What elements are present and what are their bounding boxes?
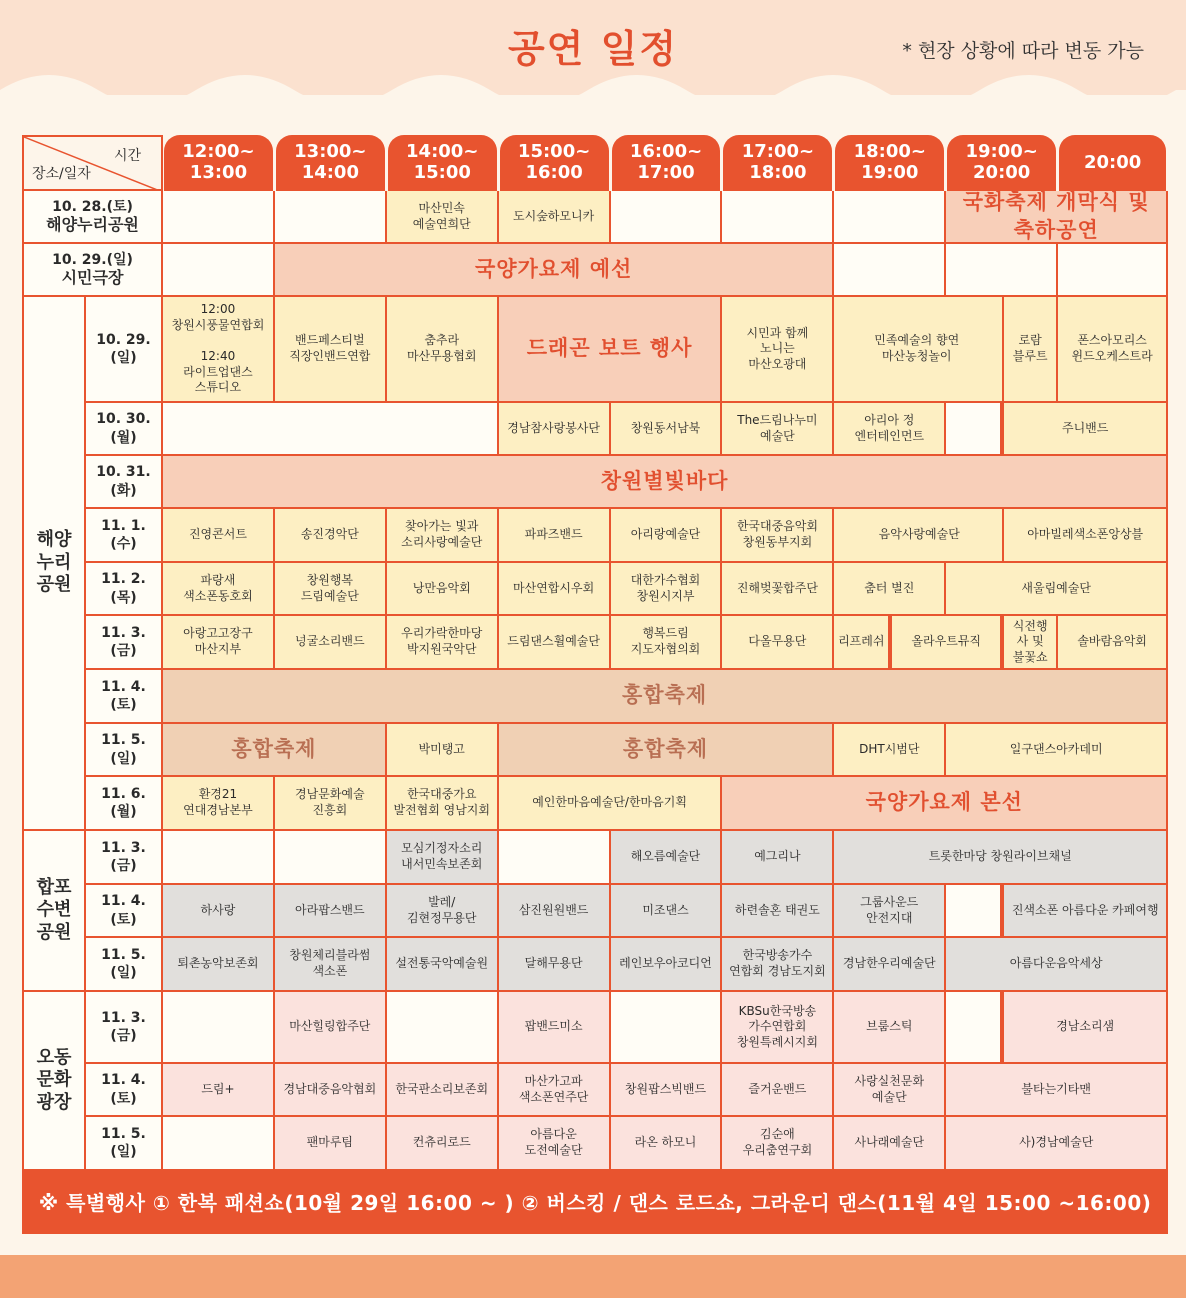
schedule-cell xyxy=(834,244,946,297)
schedule-cell: 경남대중음악협회 xyxy=(275,1064,387,1117)
schedule-cell: 일구댄스아카데미 xyxy=(946,724,1168,777)
date-label: 10. 29.(일) xyxy=(86,297,163,403)
schedule-cell xyxy=(163,831,275,885)
schedule-cell: 마산민속 예술연희단 xyxy=(387,191,499,244)
schedule-cell: 파랑새 색소폰동호회 xyxy=(163,563,275,616)
schedule-cell xyxy=(163,992,275,1064)
venue-label: 오동 문화 광장 xyxy=(22,992,86,1171)
schedule-cell xyxy=(499,831,611,885)
date-label: 11. 3.(금) xyxy=(86,616,163,670)
date-label: 11. 5.(일) xyxy=(86,938,163,992)
date-label: 10. 30.(월) xyxy=(86,403,163,456)
date-label: 11. 3.(금) xyxy=(86,831,163,885)
schedule-cell: 모심기정자소리 내서민속보존회 xyxy=(387,831,499,885)
schedule-cell: 아리아 정 엔터테인먼트 xyxy=(834,403,946,456)
schedule-cell xyxy=(163,1117,275,1171)
venue-name: 해양누리공원 xyxy=(46,215,139,235)
schedule-cell: 팬마루팀 xyxy=(275,1117,387,1171)
schedule-cell: 레인보우아코디언 xyxy=(611,938,723,992)
schedule-cell: 민족예술의 향연 마산농청놀이 xyxy=(834,297,1058,403)
schedule-cell: 송진경악단 xyxy=(275,509,387,563)
schedule-table xyxy=(22,135,1168,1235)
date-label: 11. 4.(토) xyxy=(86,1064,163,1117)
schedule-cell: 진색소폰 아름다운 카페여행 xyxy=(1002,885,1168,938)
event-highlight: 국화축제 개막식 및 축하공연 xyxy=(946,191,1168,244)
schedule-cell: 파파즈밴드 xyxy=(499,509,611,563)
time-slot-header: 15:00~ 16:00 xyxy=(500,135,609,191)
venue-name: 시민극장 xyxy=(61,268,124,288)
schedule-cell: 올라우트뮤직 xyxy=(890,616,1002,670)
date-label: 11. 6.(월) xyxy=(86,777,163,831)
schedule-cell: 경남소리샘 xyxy=(1002,992,1168,1064)
date-label: 10. 31.(화) xyxy=(86,456,163,509)
schedule-cell: 달해무용단 xyxy=(499,938,611,992)
event-highlight: 홍합축제 xyxy=(163,724,387,777)
date-label: 11. 1.(수) xyxy=(86,509,163,563)
page-title: 공연 일정 xyxy=(507,27,679,71)
schedule-cell: 창원행복 드림예술단 xyxy=(275,563,387,616)
schedule-cell: 도시숲하모니카 xyxy=(499,191,611,244)
schedule-cell xyxy=(1058,244,1168,297)
schedule-cell: 사나래예술단 xyxy=(834,1117,946,1171)
schedule-cell xyxy=(834,191,946,244)
schedule-cell: 춤터 별진 xyxy=(834,563,946,616)
schedule-cell: 창원팝스빅밴드 xyxy=(611,1064,723,1117)
schedule-cell: 브룸스틱 xyxy=(834,992,946,1064)
schedule-cell: 한국판소리보존회 xyxy=(387,1064,499,1117)
table-corner-header xyxy=(22,135,163,191)
schedule-cell: 예인한마음예술단/한마음기획 xyxy=(499,777,723,831)
schedule-cell: 박미탱고 xyxy=(387,724,499,777)
schedule-cell: 불타는기타맨 xyxy=(946,1064,1168,1117)
event-highlight: 홍합축제 xyxy=(163,670,1168,724)
schedule-cell: 그룹사운드 안전지대 xyxy=(834,885,946,938)
schedule-cell: 팝밴드미소 xyxy=(499,992,611,1064)
time-slot-header: 19:00~ 20:00 xyxy=(947,135,1056,191)
schedule-cell: 아리랑예술단 xyxy=(611,509,723,563)
schedule-cell xyxy=(163,244,275,297)
time-slot-header: 17:00~ 18:00 xyxy=(723,135,832,191)
schedule-cell: 다올무용단 xyxy=(722,616,834,670)
schedule-cell: 마산힐링합주단 xyxy=(275,992,387,1064)
schedule-cell: 찾아가는 빛과 소리사랑예술단 xyxy=(387,509,499,563)
schedule-cell: 창원동서남북 xyxy=(611,403,723,456)
schedule-cell: 삼진원원밴드 xyxy=(499,885,611,938)
time-slot-header: 12:00~ 13:00 xyxy=(164,135,273,191)
time-slot-header: 13:00~ 14:00 xyxy=(276,135,385,191)
schedule-cell xyxy=(722,191,834,244)
schedule-cell: 진해벚꽃합주단 xyxy=(722,563,834,616)
schedule-cell xyxy=(275,191,387,244)
schedule-cell: 한국대중음악회 창원동부지회 xyxy=(722,509,834,563)
time-slot-header: 16:00~ 17:00 xyxy=(612,135,721,191)
schedule-cell: 설전통국악예술원 xyxy=(387,938,499,992)
schedule-cell xyxy=(946,992,1002,1064)
schedule-cell: 라온 하모니 xyxy=(611,1117,723,1171)
schedule-cell: 주니밴드 xyxy=(1002,403,1168,456)
schedule-cell: 사)경남예술단 xyxy=(946,1117,1168,1171)
venue-date-header xyxy=(22,244,163,297)
venue-label: 합포 수변 공원 xyxy=(22,831,86,992)
schedule-cell: 환경21 연대경남본부 xyxy=(163,777,275,831)
schedule-cell: 예그리나 xyxy=(722,831,834,885)
schedule-cell xyxy=(611,191,723,244)
schedule-cell: 춤추라 마산무용협회 xyxy=(387,297,499,403)
schedule-cell: 김순애 우리춤연구회 xyxy=(722,1117,834,1171)
special-events-banner: ※ 특별행사 ① 한복 패션쇼(10월 29일 16:00 ~ ) ② 버스킹 / 댄스 로드쇼, 그라운디 댄스(11월 4일 15:00 ~16:00) xyxy=(22,1171,1168,1234)
venue-date: 10. 28.(토) xyxy=(52,198,133,215)
date-label: 11. 4.(토) xyxy=(86,885,163,938)
change-notice: * 현장 상황에 따라 변동 가능 xyxy=(902,40,1144,62)
schedule-cell: KBSu한국방송 가수연합회 창원특례시지회 xyxy=(722,992,834,1064)
schedule-cell: 드림댄스휠예술단 xyxy=(499,616,611,670)
schedule-cell: 즐거운밴드 xyxy=(722,1064,834,1117)
event-highlight: 국양가요제 예선 xyxy=(275,244,834,297)
time-slot-header: 20:00 xyxy=(1059,135,1166,191)
schedule-cell xyxy=(163,403,499,456)
schedule-cell: 사랑실천문화 예술단 xyxy=(834,1064,946,1117)
schedule-cell: 창원체리블라썸 색소폰 xyxy=(275,938,387,992)
schedule-cell: 폰스아모리스 윈드오케스트라 xyxy=(1058,297,1168,403)
schedule-cell: 로람 블루트 xyxy=(1002,297,1058,403)
schedule-cell: 대한가수협회 창원시지부 xyxy=(611,563,723,616)
schedule-cell: 드림+ xyxy=(163,1064,275,1117)
corner-place-date-label: 장소/일자 xyxy=(32,165,91,182)
schedule-cell xyxy=(163,191,275,244)
date-label: 11. 5.(일) xyxy=(86,724,163,777)
venue-date-header xyxy=(22,191,163,244)
schedule-cell: 아름다운 도전예술단 xyxy=(499,1117,611,1171)
schedule-cell: 트롯한마당 창원라이브채널 xyxy=(834,831,1168,885)
schedule-cell: 진영콘서트 xyxy=(163,509,275,563)
schedule-cell: 경남문화예술 진흥회 xyxy=(275,777,387,831)
schedule-cell xyxy=(611,992,723,1064)
schedule-cell xyxy=(275,831,387,885)
schedule-cell: 경남참사랑봉사단 xyxy=(499,403,611,456)
schedule-cell: 미조댄스 xyxy=(611,885,723,938)
event-highlight: 드래곤 보트 행사 xyxy=(499,297,723,403)
schedule-cell: 한국방송가수 연합회 경남도지회 xyxy=(722,938,834,992)
schedule-cell: 음악사랑예술단 xyxy=(834,509,1058,563)
schedule-cell: 아마빌레색소폰앙상블 xyxy=(1002,509,1168,563)
schedule-cell: 퇴촌농악보존회 xyxy=(163,938,275,992)
schedule-cell: 마산가고파 색소폰연주단 xyxy=(499,1064,611,1117)
schedule-cell: The드림나누미 예술단 xyxy=(722,403,834,456)
schedule-cell: 새울림예술단 xyxy=(946,563,1168,616)
schedule-cell: 넝굴소리밴드 xyxy=(275,616,387,670)
event-highlight: 창원별빛바다 xyxy=(163,456,1168,509)
schedule-cell: 경남한우리예술단 xyxy=(834,938,946,992)
schedule-cell: 우리가락한마당 박지원국악단 xyxy=(387,616,499,670)
date-label: 11. 3.(금) xyxy=(86,992,163,1064)
schedule-cell: 시민과 함께 노니는 마산오광대 xyxy=(722,297,834,403)
schedule-cell: 한국대중가요 발전협회 영남지회 xyxy=(387,777,499,831)
schedule-cell xyxy=(946,885,1002,938)
schedule-cell: 발레/ 김현정무용단 xyxy=(387,885,499,938)
time-slot-header: 14:00~ 15:00 xyxy=(388,135,497,191)
schedule-cell: DHT시범단 xyxy=(834,724,946,777)
schedule-cell: 해오름예술단 xyxy=(611,831,723,885)
schedule-cell: 솔바람음악회 xyxy=(1058,616,1168,670)
event-highlight: 홍합축제 xyxy=(499,724,835,777)
date-label: 11. 2.(목) xyxy=(86,563,163,616)
schedule-cell: 하련솔혼 태권도 xyxy=(722,885,834,938)
schedule-cell: 아름다운음악세상 xyxy=(946,938,1168,992)
schedule-cell: 컨츄리로드 xyxy=(387,1117,499,1171)
venue-date: 10. 29.(일) xyxy=(52,251,133,268)
venue-label: 해양 누리 공원 xyxy=(22,297,86,831)
schedule-cell xyxy=(387,992,499,1064)
schedule-cell: 아라팝스밴드 xyxy=(275,885,387,938)
schedule-cell xyxy=(946,244,1058,297)
schedule-cell: 마산연합시우회 xyxy=(499,563,611,616)
schedule-cell: 행복드림 지도자협의회 xyxy=(611,616,723,670)
date-label: 11. 5.(일) xyxy=(86,1117,163,1171)
date-label: 11. 4.(토) xyxy=(86,670,163,724)
time-slot-header: 18:00~ 19:00 xyxy=(835,135,944,191)
schedule-cell: 식전행사 및 불꽃쇼 xyxy=(1002,616,1058,670)
schedule-cell xyxy=(946,403,1002,456)
corner-time-label: 시간 xyxy=(113,148,141,164)
footer-bar xyxy=(0,1255,1186,1298)
schedule-cell: 리프레쉬 xyxy=(834,616,890,670)
schedule-cell: 밴드페스티벌 직장인밴드연합 xyxy=(275,297,387,403)
event-highlight: 국양가요제 본선 xyxy=(722,777,1168,831)
schedule-cell: 12:00 창원시풍물연합회 12:40 라이트업댄스 스튜디오 xyxy=(163,297,275,403)
schedule-cell: 아랑고고장구 마산지부 xyxy=(163,616,275,670)
schedule-cell: 하사랑 xyxy=(163,885,275,938)
schedule-cell: 낭만음악회 xyxy=(387,563,499,616)
